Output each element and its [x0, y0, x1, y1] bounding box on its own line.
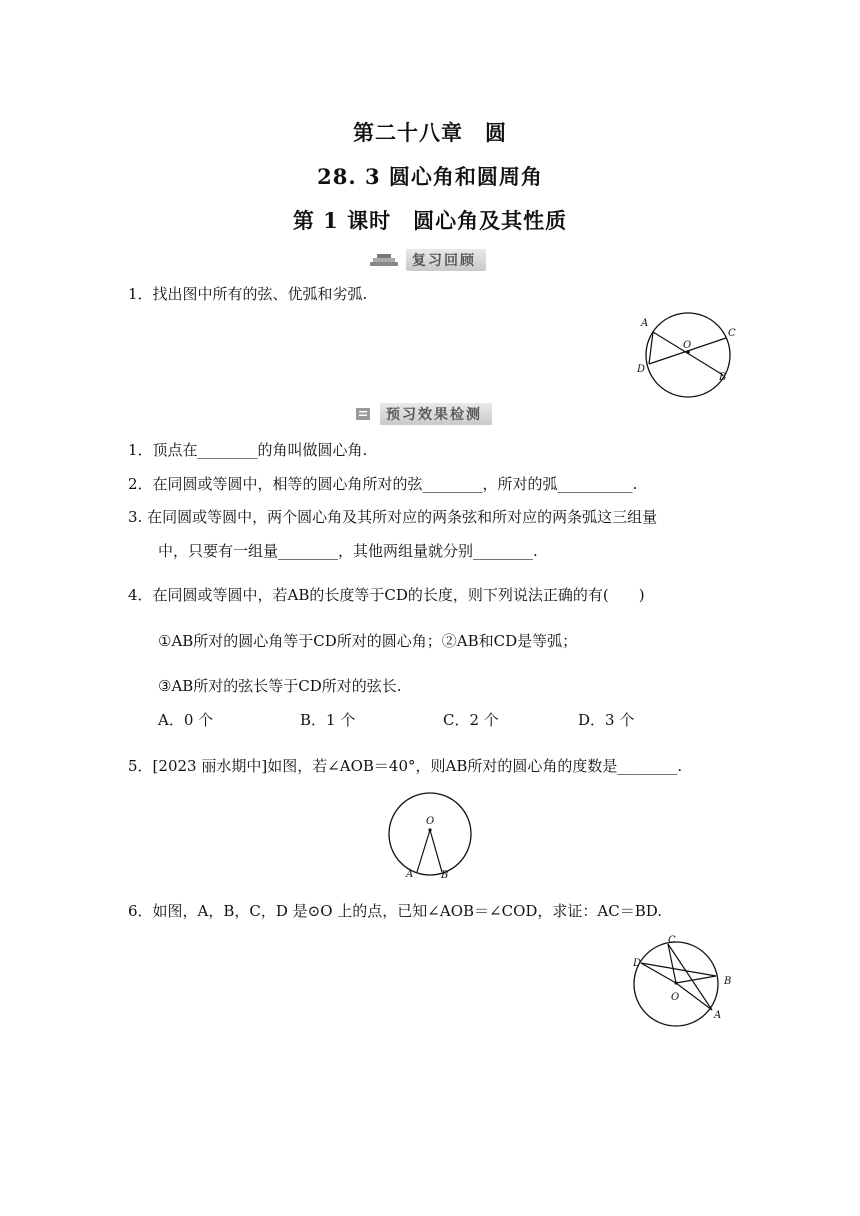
- figure-equal-central-angles: [630, 932, 742, 1040]
- center-point: [674, 981, 677, 984]
- preview-question-2: 2．在同圆或等圆中，相等的圆心角所对的弦________，所对的弧__________.: [128, 475, 638, 493]
- label-o: O: [683, 340, 692, 351]
- preview-banner-label: 预习效果检测: [380, 403, 492, 425]
- radius-ob: [430, 830, 442, 872]
- notebook-icon: [354, 406, 374, 422]
- label-o: O: [426, 816, 435, 827]
- label-b: B: [441, 870, 449, 881]
- option-d: D．3 个: [578, 711, 635, 729]
- label-d: D: [633, 958, 642, 969]
- question-4-statements-1-2: ①AB所对的圆心角等于CD所对的圆心角；②AB和CD是等弧；: [158, 632, 578, 650]
- label-c: C: [728, 328, 736, 339]
- preview-question-3-line-2: 中，只要有一组量________，其他两组量就分别________.: [158, 542, 538, 560]
- preview-question-6: 6．如图，A，B，C，D 是⊙O 上的点，已知∠AOB＝∠COD，求证：AC＝BD.: [128, 902, 662, 920]
- preview-question-1: 1．顶点在________的角叫做圆心角.: [128, 441, 368, 459]
- section-title: 28. 3 圆心角和圆周角: [317, 164, 543, 189]
- option-a: A．0 个: [158, 711, 214, 729]
- preview-banner: [354, 403, 492, 425]
- radius-oa: [676, 983, 712, 1010]
- label-a: A: [406, 869, 414, 880]
- preview-question-4: 4．在同圆或等圆中，若AB的长度等于CD的长度，则下列说法正确的有( ): [128, 586, 645, 604]
- center-point: [428, 828, 431, 831]
- review-banner-label: 复习回顾: [406, 249, 486, 271]
- radius-ob: [676, 976, 716, 983]
- question-4-options: [158, 709, 718, 729]
- label-d: D: [637, 364, 646, 375]
- chapter-title: 第二十八章 圆: [353, 120, 507, 145]
- figure-central-angle: [384, 786, 476, 882]
- review-question-1: 1．找出图中所有的弦、优弧和劣弧.: [128, 285, 368, 303]
- question-4-statement-3: ③AB所对的弦长等于CD所对的弦长.: [158, 677, 402, 695]
- option-b: B．1 个: [300, 711, 356, 729]
- label-b: B: [719, 372, 727, 383]
- book-stack-icon: [368, 252, 400, 268]
- preview-question-5: 5．[2023 丽水期中]如图，若∠AOB＝40°，则AB所对的圆心角的度数是________.: [128, 757, 683, 775]
- review-banner: [368, 249, 486, 271]
- lesson-title: 第 1 课时 圆心角及其性质: [292, 208, 568, 233]
- label-o: O: [671, 992, 680, 1003]
- radius-oa: [417, 830, 430, 872]
- label-a: A: [641, 318, 649, 329]
- preview-question-3-line-1: 3. 在同圆或等圆中，两个圆心角及其所对应的两条弦和所对应的两条弧这三组量: [128, 508, 658, 526]
- label-c: C: [668, 935, 676, 946]
- option-c: C．2 个: [443, 711, 499, 729]
- figure-circle-chords: [630, 306, 750, 406]
- label-b: B: [724, 976, 732, 987]
- label-a: A: [714, 1010, 722, 1021]
